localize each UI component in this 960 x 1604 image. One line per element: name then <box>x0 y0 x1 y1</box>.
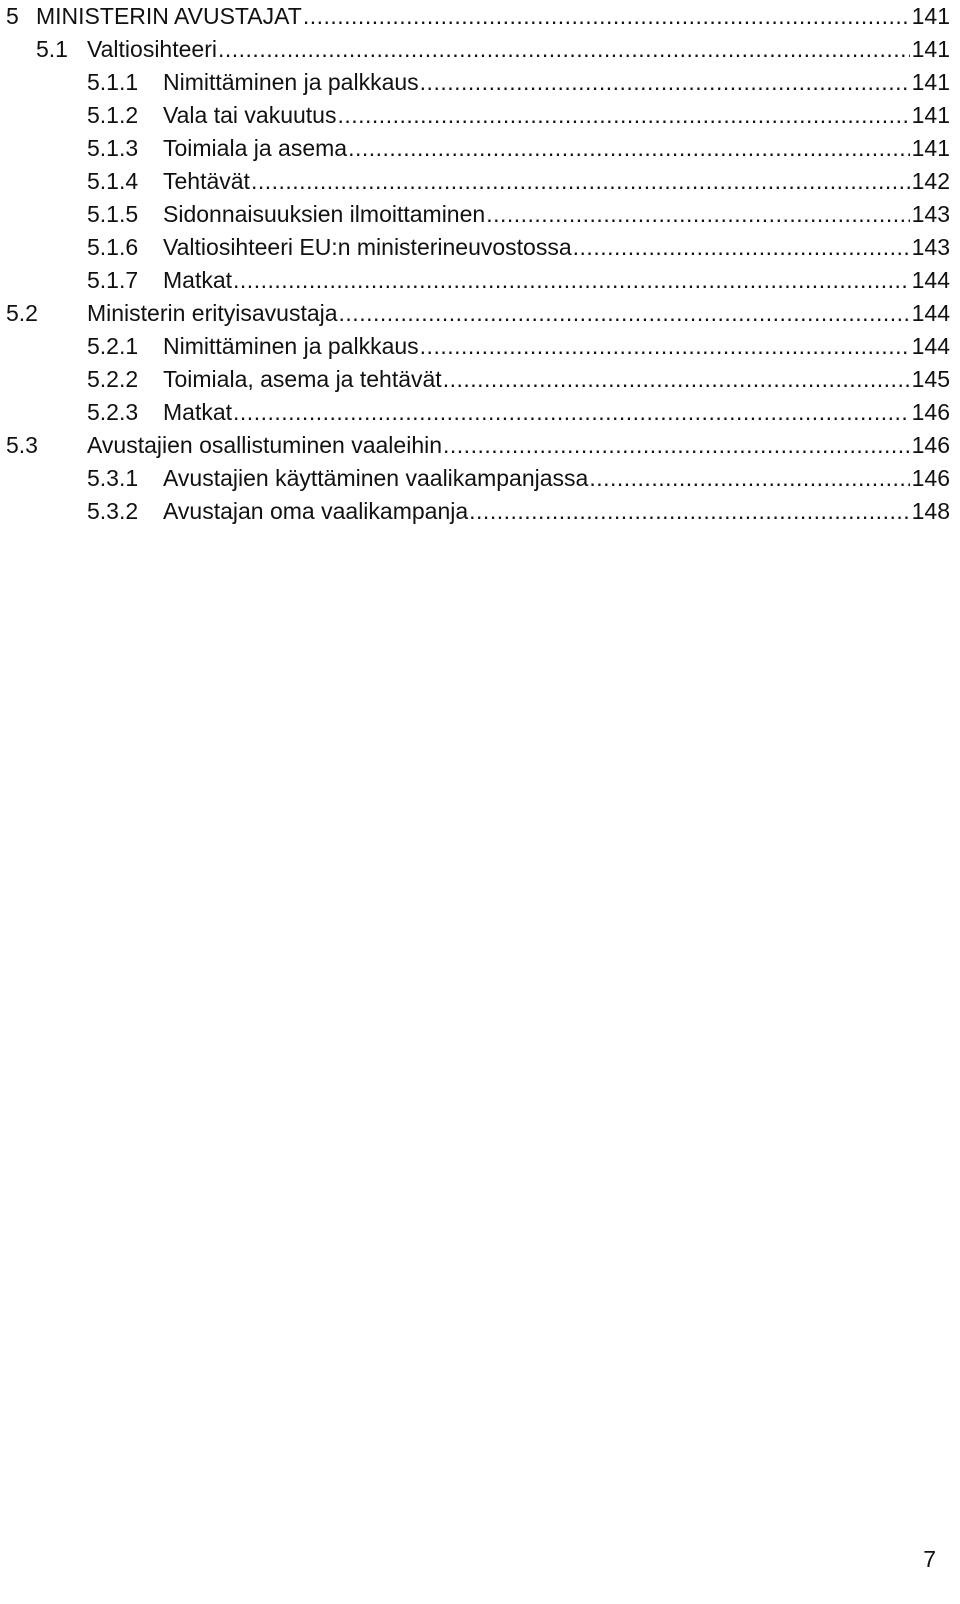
dot-leader <box>588 462 910 495</box>
toc-entry-number: 5.1.1 <box>87 69 139 95</box>
dot-leader <box>250 165 910 198</box>
toc-entry[interactable] <box>6 99 950 132</box>
toc-entry[interactable] <box>6 0 950 33</box>
dot-leader <box>419 66 910 99</box>
toc-entry-title: Tehtävät <box>163 165 250 198</box>
toc-entry-page: 143 <box>911 201 950 227</box>
toc-entry-number: 5.1.2 <box>87 102 139 128</box>
toc-entry-fill <box>163 462 950 495</box>
toc-entry-title: Vala tai vakuutus <box>163 99 336 132</box>
toc-entry[interactable] <box>6 330 950 363</box>
toc-entry-number: 5.2.1 <box>87 333 139 359</box>
toc-entry[interactable] <box>6 396 950 429</box>
toc-entry[interactable] <box>6 429 950 462</box>
toc-entry-fill <box>163 132 950 165</box>
toc-entry-page: 141 <box>911 102 950 128</box>
page-number: 7 <box>923 1546 936 1572</box>
toc-entry-page: 144 <box>911 267 950 293</box>
dot-leader <box>485 198 910 231</box>
toc-entry[interactable] <box>6 363 950 396</box>
toc-entry-fill <box>36 0 950 33</box>
toc-entry-page: 142 <box>911 168 950 194</box>
toc-entry-number: 5.2.2 <box>87 366 139 392</box>
toc-entry-number: 5.2 <box>6 300 38 326</box>
toc-entry-fill <box>163 165 950 198</box>
toc-entry-number: 5.1.6 <box>87 234 139 260</box>
toc-entry-title: Nimittäminen ja palkkaus <box>163 66 419 99</box>
toc-entry-number: 5.1.3 <box>87 135 139 161</box>
toc-entry[interactable] <box>6 132 950 165</box>
toc-entry-page: 146 <box>911 432 950 458</box>
toc-entry-fill <box>163 264 950 297</box>
toc-entry-fill <box>163 231 950 264</box>
dot-leader <box>302 0 910 33</box>
toc-entry-page: 144 <box>911 333 950 359</box>
toc-entry-title: Valtiosihteeri <box>87 33 217 66</box>
toc-entry[interactable] <box>6 462 950 495</box>
toc-entry-fill <box>163 99 950 132</box>
dot-leader <box>347 132 910 165</box>
dot-leader <box>572 231 910 264</box>
toc-entry-fill <box>163 330 950 363</box>
toc-entry-title: Avustajien osallistuminen vaaleihin <box>87 429 442 462</box>
dot-leader <box>442 363 910 396</box>
toc-entry-title: Matkat <box>163 396 232 429</box>
toc-entry-page: 141 <box>911 3 950 29</box>
toc-entry-page: 143 <box>911 234 950 260</box>
toc-entry-page: 141 <box>911 69 950 95</box>
toc-entry-fill <box>163 66 950 99</box>
toc-entry-fill <box>163 495 950 528</box>
toc-entry-page: 141 <box>911 135 950 161</box>
dot-leader <box>232 396 910 429</box>
toc-entry[interactable] <box>6 495 950 528</box>
dot-leader <box>232 264 910 297</box>
toc-entry-fill <box>163 363 950 396</box>
toc-entry-page: 141 <box>911 36 950 62</box>
toc-entry-number: 5.3 <box>6 432 38 458</box>
toc-entry-title: Toimiala, asema ja tehtävät <box>163 363 442 396</box>
toc-entry-number: 5 <box>6 3 19 29</box>
toc-entry[interactable] <box>6 198 950 231</box>
toc-entry[interactable] <box>6 33 950 66</box>
toc-entry-title: Avustajan oma vaalikampanja <box>163 495 468 528</box>
toc-entry-number: 5.3.1 <box>87 465 139 491</box>
toc-entry-number: 5.2.3 <box>87 399 139 425</box>
toc-entry-page: 145 <box>911 366 950 392</box>
toc-entry-fill <box>87 429 950 462</box>
toc-entry-page: 146 <box>911 399 950 425</box>
toc-entry-title: Valtiosihteeri EU:n ministerineuvostossa <box>163 231 572 264</box>
dot-leader <box>217 33 910 66</box>
toc-entry[interactable] <box>6 297 950 330</box>
toc-entry-title: Avustajien käyttäminen vaalikampanjassa <box>163 462 588 495</box>
dot-leader <box>442 429 910 462</box>
toc-entry[interactable] <box>6 231 950 264</box>
toc-entry-page: 144 <box>911 300 950 326</box>
toc-entry-fill <box>87 297 950 330</box>
table-of-contents <box>6 0 950 528</box>
toc-entry-fill <box>163 396 950 429</box>
toc-entry-number: 5.1.7 <box>87 267 139 293</box>
toc-entry-title: Toimiala ja asema <box>163 132 347 165</box>
toc-entry[interactable] <box>6 165 950 198</box>
toc-entry-page: 148 <box>911 498 950 524</box>
toc-entry-fill <box>163 198 950 231</box>
toc-entry-page: 146 <box>911 465 950 491</box>
toc-entry-number: 5.1.4 <box>87 168 139 194</box>
toc-entry-fill <box>87 33 950 66</box>
toc-entry[interactable] <box>6 66 950 99</box>
dot-leader <box>336 99 910 132</box>
dot-leader <box>419 330 910 363</box>
toc-entry-title: Matkat <box>163 264 232 297</box>
toc-entry-title: Nimittäminen ja palkkaus <box>163 330 419 363</box>
toc-entry-title: Ministerin erityisavustaja <box>87 297 338 330</box>
dot-leader <box>338 297 910 330</box>
toc-entry-number: 5.3.2 <box>87 498 139 524</box>
toc-entry-title: Sidonnaisuuksien ilmoittaminen <box>163 198 485 231</box>
toc-entry-number: 5.1.5 <box>87 201 139 227</box>
dot-leader <box>468 495 910 528</box>
toc-entry-number: 5.1 <box>36 36 68 62</box>
toc-entry-title: MINISTERIN AVUSTAJAT <box>36 0 302 33</box>
toc-entry[interactable] <box>6 264 950 297</box>
